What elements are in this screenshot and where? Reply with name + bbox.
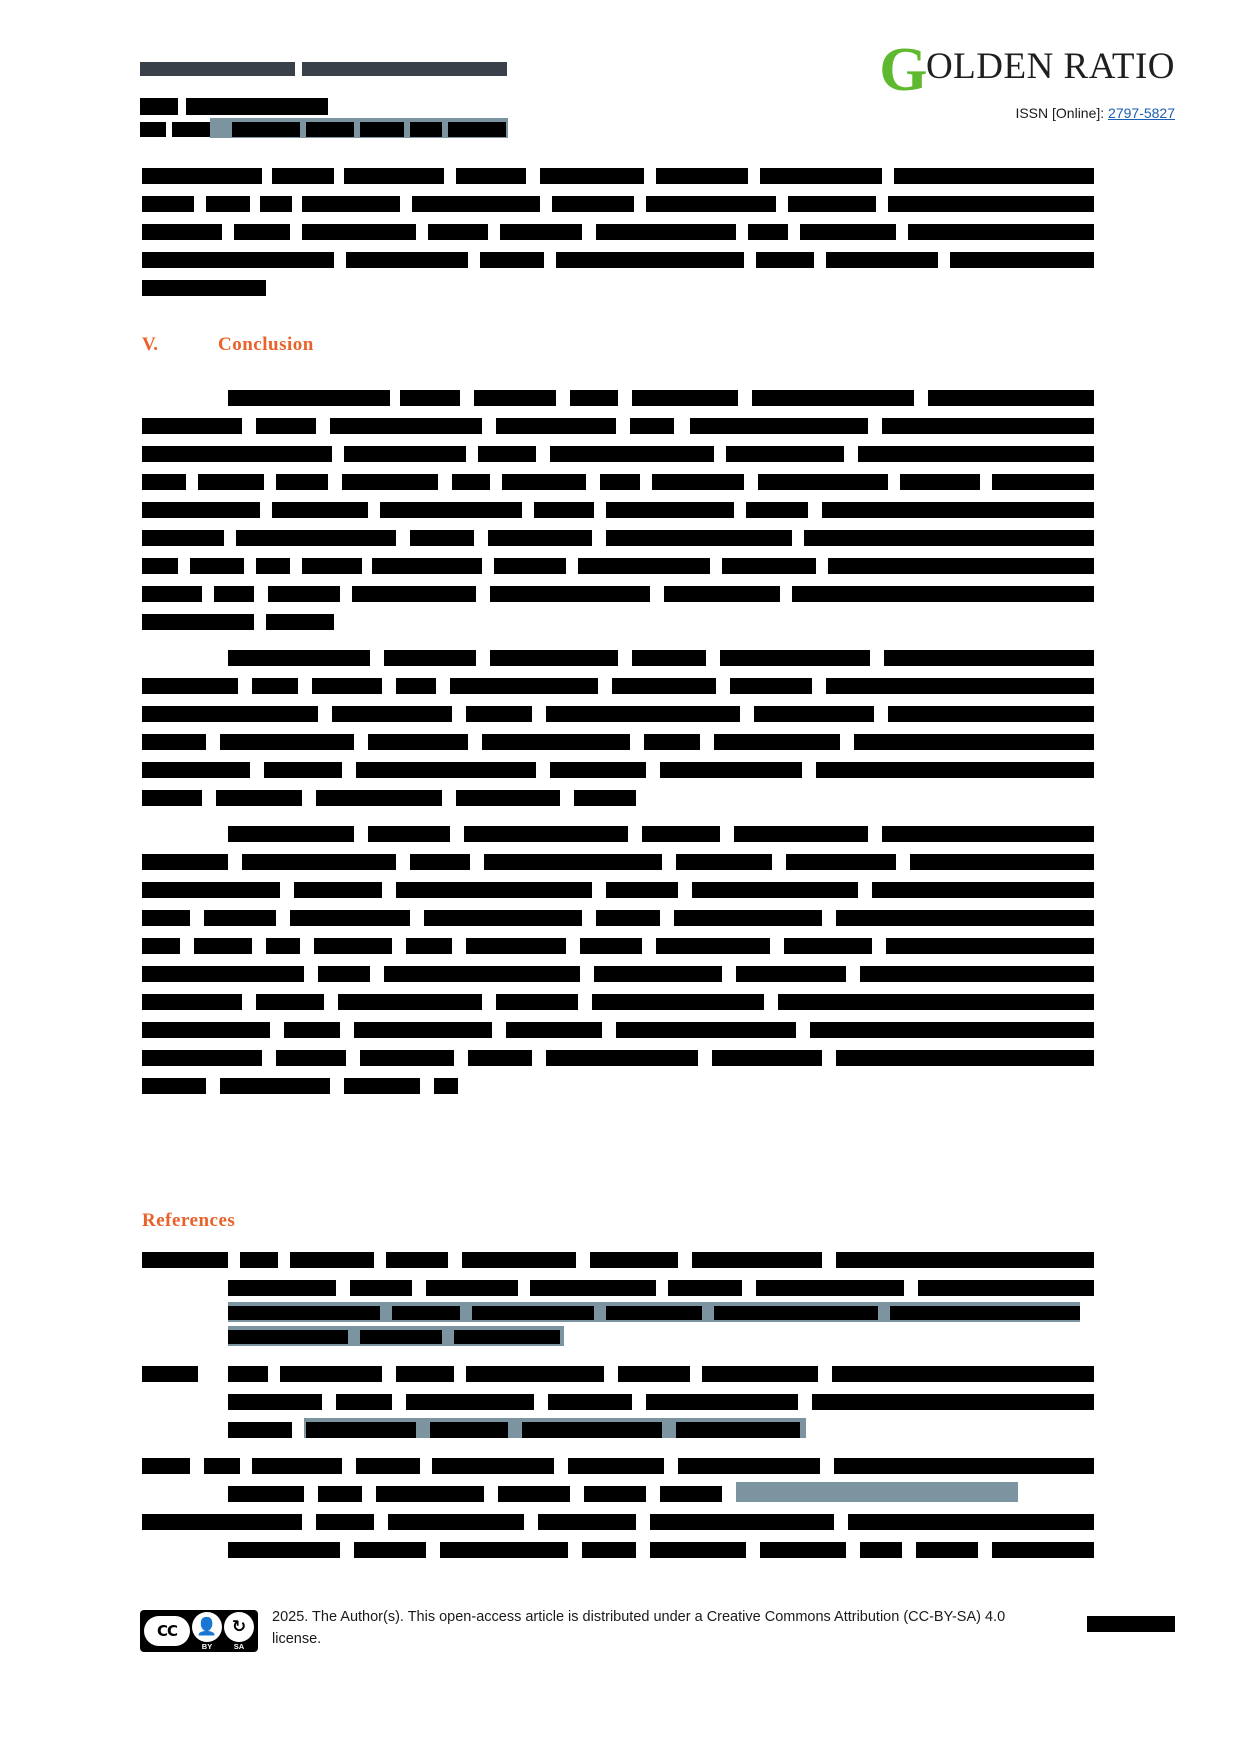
journal-title — [755, 36, 1175, 104]
redacted-header-bar — [448, 122, 506, 137]
cc-by-icon — [192, 1610, 222, 1652]
creative-commons-badge — [140, 1610, 258, 1652]
cc-by-label: BY — [201, 1641, 213, 1651]
redacted-header-bar — [140, 98, 178, 115]
redacted-header-bar — [306, 122, 354, 137]
issn-label: ISSN [Online]: — [1015, 105, 1105, 122]
journal-masthead — [755, 36, 1175, 122]
redacted-header-bar — [232, 122, 300, 137]
cc-mark-icon — [144, 1610, 190, 1652]
redacted-header-bar — [410, 122, 442, 137]
redacted-header-bar — [140, 122, 166, 137]
redacted-header-bar — [186, 98, 328, 115]
redacted-header-bar — [302, 62, 507, 76]
page-footer — [140, 1606, 1175, 1676]
share-alike-icon: ↻ — [224, 1612, 254, 1642]
cc-sa-label: SA — [233, 1641, 245, 1651]
page-header — [0, 36, 1240, 138]
person-icon: 👤 — [192, 1612, 222, 1642]
redacted-header-bar — [360, 122, 404, 137]
journal-title-dropcap: G — [879, 36, 928, 104]
issn-line — [755, 105, 1175, 121]
redacted-header-bar — [140, 62, 295, 76]
license-text: 2025. The Author(s). This open-access article is distributed under a Creative Commons Attribution (CC-BY-SA) 4.0 license. — [272, 1609, 1006, 1647]
redacted-footer-page-number — [1087, 1616, 1175, 1632]
conclusion-section-title: Conclusion — [218, 334, 314, 355]
journal-title-rest: OLDEN RATIO — [925, 46, 1175, 87]
cc-sa-icon — [224, 1610, 254, 1652]
issn-link[interactable]: 2797-5827 — [1108, 105, 1175, 122]
cc-logo-icon: CC — [144, 1616, 190, 1646]
conclusion-section-number: V. — [142, 334, 159, 355]
references-section-title: References — [142, 1210, 236, 1231]
